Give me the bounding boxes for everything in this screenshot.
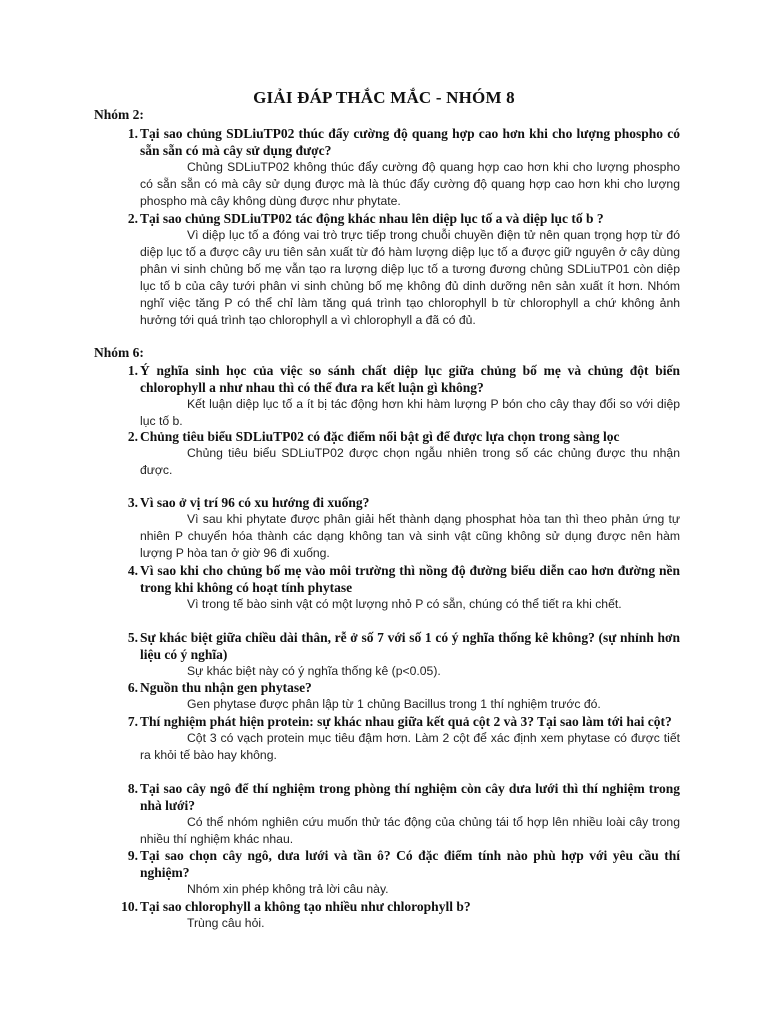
question-text: Tại sao chọn cây ngô, dưa lưới và tần ô? Có đặc điểm tính nào phù hợp với yêu cầu thí nghiệm? — [140, 848, 680, 880]
group-heading: Nhóm 6: — [94, 345, 144, 360]
question-text: Sự khác biệt giữa chiều dài thân, rễ ở số 7 với số 1 có ý nghĩa thống kê không? (sự nhỉnh hơn liệu có ý nghĩa) — [140, 630, 680, 662]
item-number: 1. — [127, 126, 138, 141]
question-text: Tại sao cây ngô để thí nghiệm trong phòng thí nghiệm còn cây dưa lưới thì thí nghiệm trong nhà lưới? — [140, 781, 680, 813]
list-item — [110, 780, 680, 848]
item-number: 1. — [127, 363, 138, 378]
answer-text: Vì diệp lục tố a đóng vai trò trực tiếp trong chuỗi chuyền điện tử nên quan trọng hợp từ đó diệp lục tố a được cây ưu tiên sản xuất từ đó hàm lượng diệp lục tố a được giữ nguyên ở cây dùng phân vi sinh chủng bố mẹ vẫn tạo ra lượng diệp lục tố a tương đương chủng SDLiuTP01 còn diệp lục tố b của cây tưới phân vi sinh chủng bố mẹ không đủ dinh dưỡng nên sản xuất ít hơn. Nhóm nghĩ việc tăng P có thể chỉ làm tăng quá trình tạo chlorophyll b từ chlorophyll a chứ không ảnh hưởng tới quá trình tạo chlorophyll a vì chlorophyll a đã có đủ. — [140, 228, 680, 327]
list-item — [110, 125, 680, 210]
list-item — [110, 210, 680, 329]
list-item — [110, 679, 680, 713]
question-text: Thí nghiệm phát hiện protein: sự khác nhau giữa kết quả cột 2 và 3? Tại sao làm tới hai cột? — [140, 714, 672, 729]
answer-text: Nhóm xin phép không trả lời câu này. — [187, 882, 389, 896]
list-item — [110, 713, 680, 764]
list-item — [110, 898, 680, 932]
answer-text: Cột 3 có vạch protein mục tiêu đậm hơn. Làm 2 cột để xác định xem phytase có được tiết ra khỏi tế bào hay không. — [140, 731, 680, 762]
answer-text: Kết luận diệp lục tố a ít bị tác động hơn khi hàm lượng P bón cho cây thay đổi so với diệp lục tố b. — [140, 397, 680, 428]
question-text: Tại sao chủng SDLiuTP02 tác động khác nhau lên diệp lục tố a và diệp lục tố b ? — [140, 211, 604, 226]
item-number: 6. — [127, 680, 138, 695]
answer-text: Có thể nhóm nghiên cứu muốn thử tác động của chủng tái tổ hợp lên nhiều loài cây trong nhiều thí nghiệm khác nhau. — [140, 815, 680, 846]
answer-text: Vì sau khi phytate được phân giải hết thành dạng phosphat hòa tan thì theo phản ứng tự nhiên P chuyển hóa thành các dạng không tan và sinh vật cũng không sử dụng được nên hàm lượng P hòa tan ở giờ 96 đi xuống. — [140, 512, 680, 560]
group-heading: Nhóm 2: — [94, 107, 144, 122]
question-text: Chủng tiêu biểu SDLiuTP02 có đặc điểm nổi bật gì để được lựa chọn trong sàng lọc — [140, 429, 620, 444]
item-number: 7. — [127, 714, 138, 729]
list-item — [110, 562, 680, 613]
answer-text: Vì trong tế bào sinh vật có một lượng nhỏ P có sẵn, chúng có thể tiết ra khi chết. — [187, 597, 622, 611]
question-text: Tại sao chủng SDLiuTP02 thúc đẩy cường độ quang hợp cao hơn khi cho lượng phospho có sẵn sẵn có mà cây sử dụng được? — [140, 126, 680, 158]
question-text: Ý nghĩa sinh học của việc so sánh chất diệp lục giữa chủng bố mẹ và chủng đột biến chlorophyll a như nhau thì có thể đưa ra kết luận gì không? — [140, 363, 680, 395]
item-number: 3. — [127, 495, 138, 510]
item-number: 9. — [127, 848, 138, 863]
item-number: 8. — [127, 781, 138, 796]
item-number: 4. — [127, 563, 138, 578]
answer-text: Trùng câu hỏi. — [187, 916, 265, 930]
list-item — [110, 629, 680, 680]
answer-text: Chủng SDLiuTP02 không thúc đẩy cường độ quang hợp cao hơn khi cho lượng phospho có sẵn sẵn có mà cây sử dụng được mà là thúc đẩy cường độ quang hợp cao hơn khi cho lượng phospho mà cây không dùng được như phytate. — [140, 160, 680, 208]
item-number: 2. — [127, 211, 138, 226]
question-text: Vì sao khi cho chủng bố mẹ vào môi trường thì nồng độ đường biểu diễn cao hơn đường nền trong khi không có hoạt tính phytase — [140, 563, 680, 595]
list-item — [110, 847, 680, 898]
list-item — [110, 362, 680, 430]
question-text: Tại sao chlorophyll a không tạo nhiều như chlorophyll b? — [140, 899, 471, 914]
item-number: 5. — [127, 630, 138, 645]
item-number: 2. — [127, 429, 138, 444]
answer-text: Chủng tiêu biểu SDLiuTP02 được chọn ngẫu nhiên trong số các chủng được thu nhận được. — [140, 446, 680, 477]
page-title: GIẢI ĐÁP THẮC MẮC - NHÓM 8 — [253, 88, 515, 107]
answer-text: Gen phytase được phân lập từ 1 chủng Bacillus trong 1 thí nghiệm trước đó. — [187, 697, 601, 711]
question-text: Vì sao ở vị trí 96 có xu hướng đi xuống? — [140, 495, 370, 510]
answer-text: Sự khác biệt này có ý nghĩa thống kê (p<0.05). — [187, 664, 441, 678]
list-item — [110, 494, 680, 562]
list-item — [110, 428, 680, 479]
question-text: Nguồn thu nhận gen phytase? — [140, 680, 312, 695]
item-number: 10. — [121, 899, 138, 914]
